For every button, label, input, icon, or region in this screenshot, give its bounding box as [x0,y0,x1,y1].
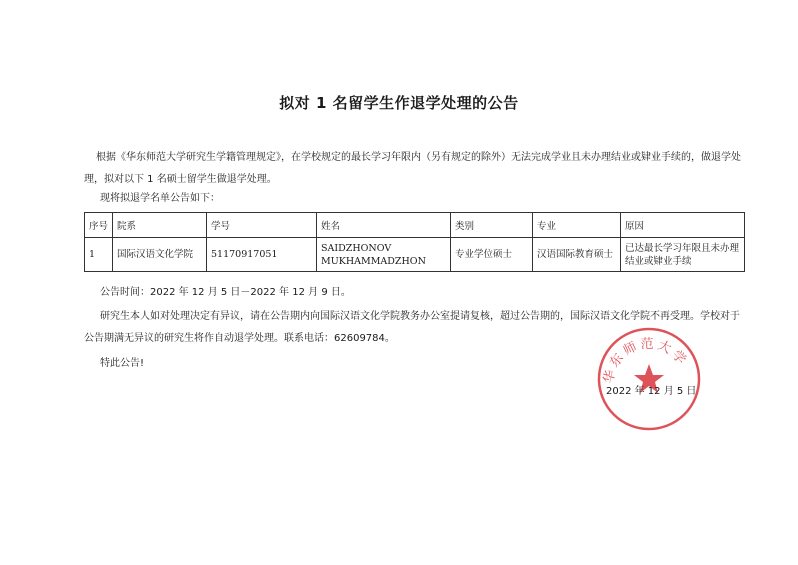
list-intro: 现将拟退学名单公告如下： [100,193,220,204]
cell-index: 1 [85,238,113,272]
notice-paragraph-2: 研究生本人如对处理决定有异议，请在公告期内向国际汉语文化学院教务办公室提请复核，超过公告期的，国际汉语文化学院不再受理。学校对于公告期满无异议的研究生将作自动退学处理。联系电话：62609784。 [84,311,740,344]
header-student-id: 学号 [207,213,317,238]
header-department: 院系 [113,213,207,238]
cell-name: SAIDZHONOV MUKHAMMADZHON [317,238,451,272]
publication-period: 公告时间：2022 年 12 月 5 日－2022 年 12 月 9 日。 [100,287,351,298]
university-seal-icon [596,326,702,432]
header-name: 姓名 [317,213,451,238]
seal-text: 华东师范大学 [601,336,691,385]
table-row [85,238,745,272]
cell-reason: 已达最长学习年限且未办理结业或肄业手续 [621,238,745,272]
cell-category: 专业学位硕士 [451,238,533,272]
table-header-row [85,213,745,238]
header-major: 专业 [533,213,621,238]
cell-student-id: 51170917051 [207,238,317,272]
notice-paragraph-1: 根据《华东师范大学研究生学籍管理规定》，在学校规定的最长学习年限内（另有规定的除外）无法完成学业且未办理结业或肄业手续的，做退学处理，拟对以下 1 名硕士留学生做退学处理。 [84,152,741,185]
header-reason: 原因 [621,213,745,238]
header-index: 序号 [85,213,113,238]
header-category: 类别 [451,213,533,238]
withdrawal-table [84,212,745,272]
cell-department: 国际汉语文化学院 [113,238,207,272]
notice-date: 2022 年 12 月 5 日 [606,386,697,397]
closing-remark: 特此公告! [100,358,145,369]
cell-major: 汉语国际教育硕士 [533,238,621,272]
notice-title: 拟对 1 名留学生作退学处理的公告 [279,94,519,112]
